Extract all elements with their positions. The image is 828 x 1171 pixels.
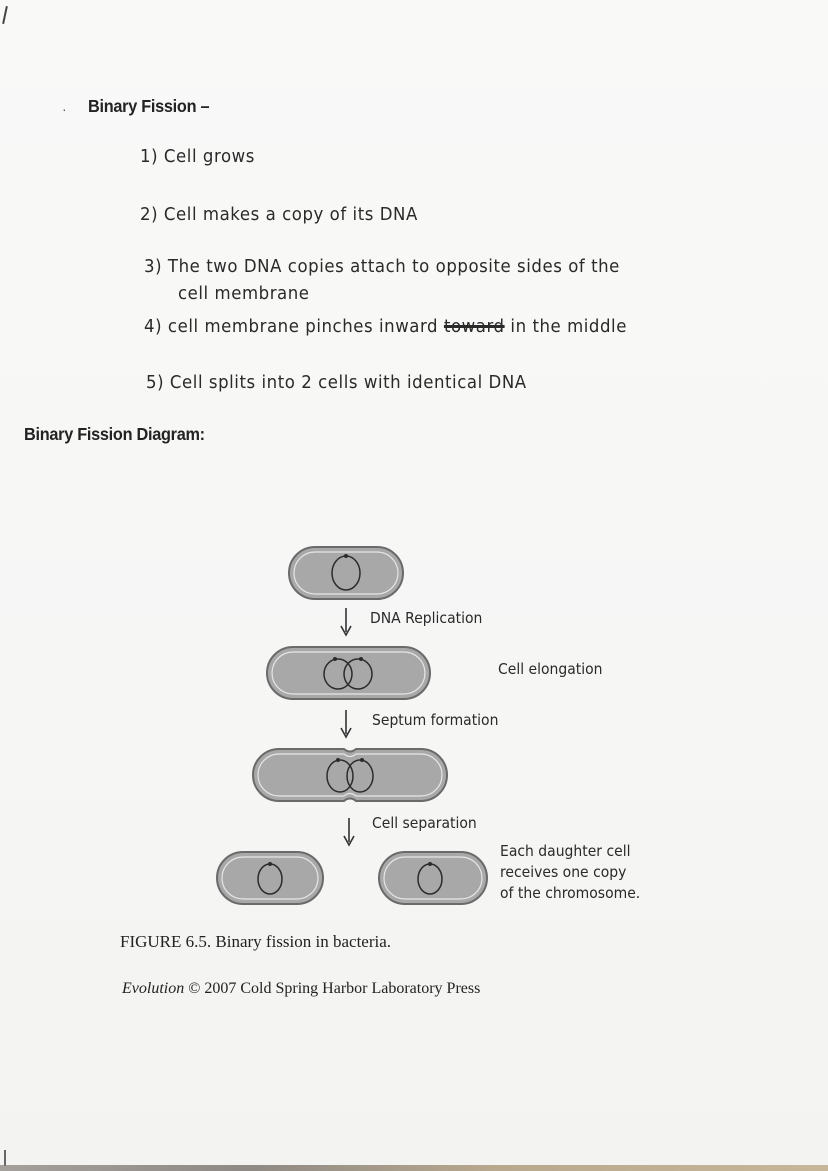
credit-publisher: © 2007 Cold Spring Harbor Laboratory Press bbox=[184, 980, 481, 997]
step-text-after: in the middle bbox=[510, 316, 627, 337]
step-text: Cell splits into 2 cells with identical DNA bbox=[169, 372, 527, 393]
bacterium-septum bbox=[252, 748, 448, 802]
step-text: cell membrane pinches inward bbox=[167, 316, 439, 337]
step-number: 3) bbox=[144, 256, 163, 277]
daughter-cell-left bbox=[216, 851, 324, 905]
label-dna-replication: DNA Replication bbox=[370, 609, 483, 627]
daughter-cell-right bbox=[378, 851, 488, 905]
step-text: Cell grows bbox=[163, 146, 255, 167]
figure-caption-text: Binary fission in bacteria. bbox=[211, 932, 392, 951]
bacterium-elongated bbox=[266, 646, 431, 700]
label-cell-elongation: Cell elongation bbox=[498, 660, 603, 678]
figure-number: FIGURE 6.5. bbox=[120, 932, 212, 951]
label-daughter-line-3: of the chromosome. bbox=[500, 884, 641, 902]
pen-mark bbox=[2, 6, 8, 24]
step-3 bbox=[144, 256, 620, 277]
step-number: 2) bbox=[140, 204, 159, 225]
step-3-continuation: cell membrane bbox=[178, 283, 310, 304]
diagram-heading: Binary Fission Diagram: bbox=[24, 424, 205, 444]
struck-word: toward bbox=[443, 316, 505, 337]
arrow-down-icon bbox=[340, 608, 352, 636]
step-number: 1) bbox=[140, 146, 159, 167]
bullet-point: · bbox=[62, 101, 67, 117]
step-text: The two DNA copies attach to opposite sides of the bbox=[167, 256, 620, 277]
step-number: 5) bbox=[146, 372, 165, 393]
bacterium-initial bbox=[288, 546, 404, 600]
figure-caption bbox=[120, 932, 391, 952]
label-daughter-line-1: Each daughter cell bbox=[500, 842, 631, 860]
step-number: 4) bbox=[144, 316, 163, 337]
page-bottom-edge bbox=[0, 1165, 828, 1171]
credit-book-title: Evolution bbox=[122, 980, 185, 997]
pen-mark bbox=[4, 1150, 6, 1166]
arrow-down-icon bbox=[340, 710, 352, 738]
arrow-down-icon bbox=[343, 818, 355, 846]
label-daughter-line-2: receives one copy bbox=[500, 863, 627, 881]
label-cell-separation: Cell separation bbox=[372, 814, 477, 832]
step-text: Cell makes a copy of its DNA bbox=[163, 204, 418, 225]
label-septum-formation: Septum formation bbox=[372, 711, 499, 729]
step-1 bbox=[140, 146, 255, 167]
notes-title: Binary Fission – bbox=[88, 96, 210, 116]
step-5 bbox=[146, 372, 527, 393]
figure-credit bbox=[122, 980, 480, 998]
step-2 bbox=[140, 204, 418, 225]
step-4 bbox=[144, 316, 627, 337]
